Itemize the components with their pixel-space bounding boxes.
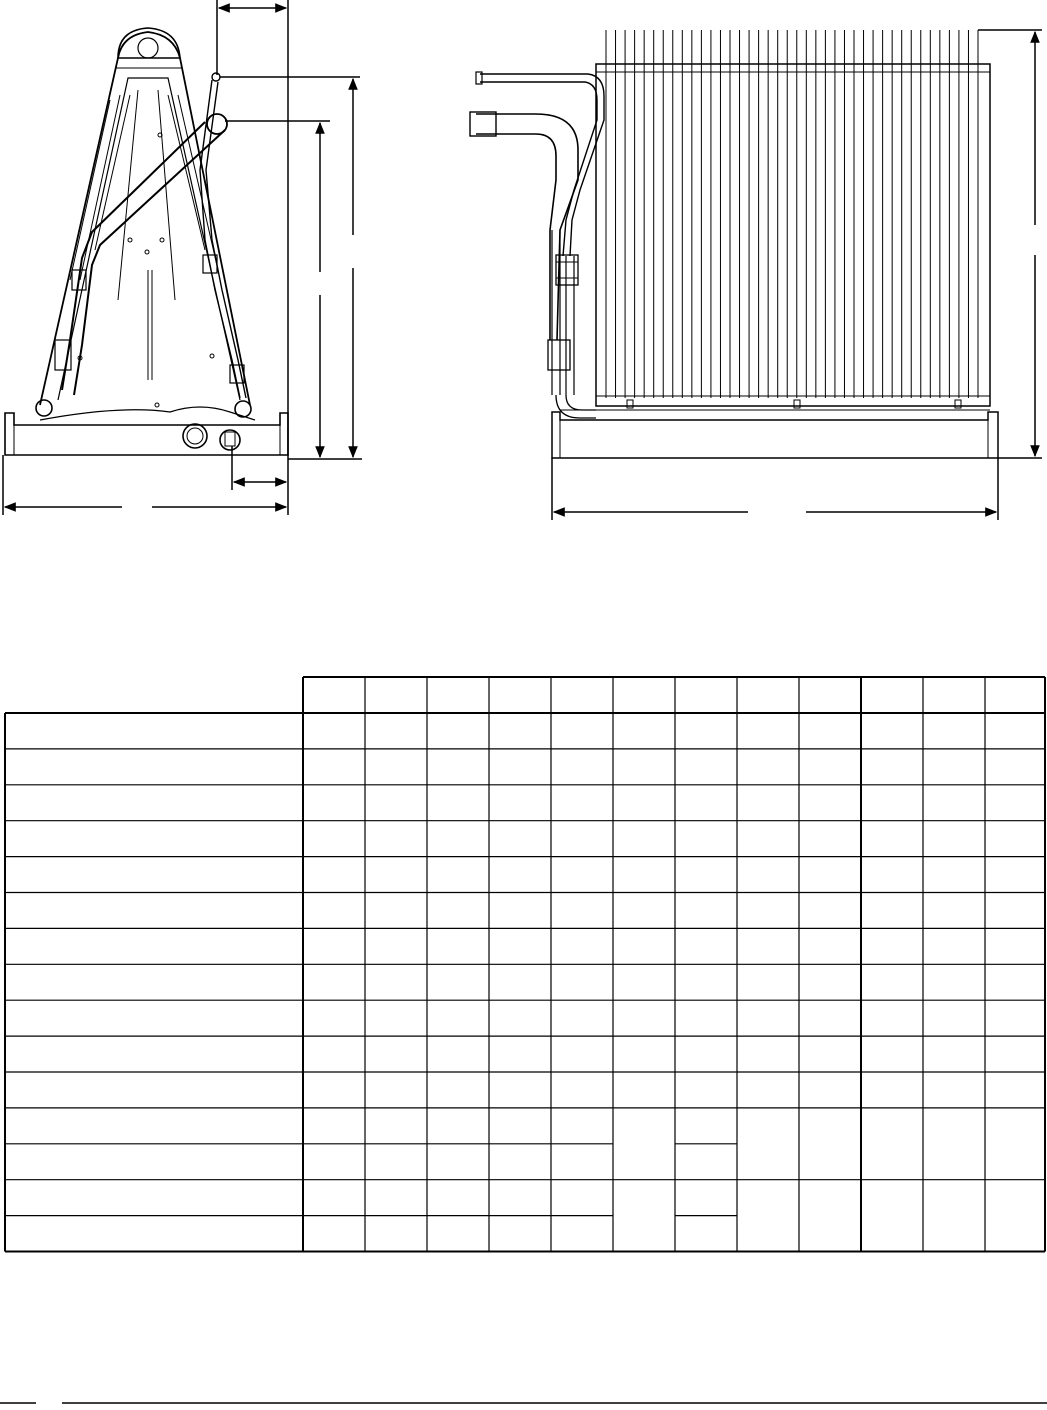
page-footer-rule bbox=[0, 1390, 1047, 1410]
